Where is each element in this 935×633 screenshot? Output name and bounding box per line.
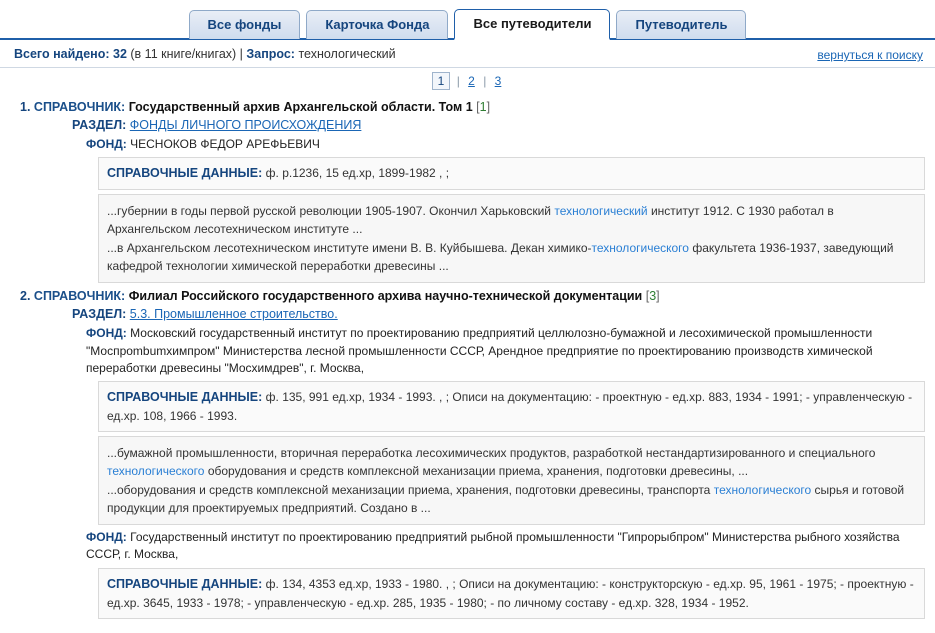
razdel-label: РАЗДЕЛ: xyxy=(72,307,127,322)
pager-sep-1: | xyxy=(456,74,460,88)
tab-all-funds[interactable]: Все фонды xyxy=(189,10,301,39)
result-count: 3 xyxy=(649,289,657,304)
result-heading: 1. СПРАВОЧНИК: Государственный архив Архангельской области. Том 1 [1] xyxy=(20,100,491,114)
found-books: (в 11 книге/книгах) xyxy=(130,47,237,61)
result-number: 2. xyxy=(20,289,31,304)
snippet-highlight: технологический xyxy=(554,204,648,219)
snippet-panel xyxy=(98,436,925,525)
snippet-panel xyxy=(98,194,925,283)
reference-data-value: ф. р.1236, 15 ед.хр, 1899-1982 , ; xyxy=(265,166,450,181)
reference-data-label: СПРАВОЧНЫЕ ДАННЫЕ: xyxy=(107,166,263,181)
result-body xyxy=(72,118,925,283)
razdel-link[interactable]: 5.3. Промышленное строительство. xyxy=(129,307,338,322)
fond-row xyxy=(72,136,925,153)
result-title[interactable]: Государственный архив Архангельской области. Том 1 xyxy=(128,100,473,114)
search-summary-bar xyxy=(0,40,935,68)
result-kind-label: СПРАВОЧНИК: xyxy=(33,100,126,114)
tab-bar xyxy=(0,0,935,40)
results-list xyxy=(0,92,935,633)
snippet-text: оборудования и средств комплексной механизации приема, хранения, подготовки древесины, ... xyxy=(204,464,749,479)
reference-data-label: СПРАВОЧНЫЕ ДАННЫЕ: xyxy=(107,390,263,405)
snippet xyxy=(107,202,916,238)
back-to-search-link[interactable]: вернуться к поиску xyxy=(817,48,923,62)
found-label: Всего найдено: xyxy=(14,47,110,61)
reference-data-value: ф. 135, 991 ед.хр, 1934 - 1993. , ; Описи на документацию: - проектную - ед.хр. 883, 1934 - 1991; - управленческую - ед.хр. 108, 1966 - 1993. xyxy=(107,390,913,424)
snippet-highlight: технологического xyxy=(591,241,689,256)
snippet-text: ...бумажной промышленности, вторичная переработка лесохимических продуктов, разработкой нестандартизированного и специального xyxy=(107,446,876,461)
snippet xyxy=(107,481,916,517)
snippet-text: ...в Архангельском лесотехническом институте имени В. В. Куйбышева. Декан химико- xyxy=(107,241,592,256)
fond-label: ФОНД: xyxy=(86,326,127,341)
result-title[interactable]: Филиал Российского государственного архива научно-технической документации xyxy=(128,289,643,304)
result-heading: 2. СПРАВОЧНИК: Филиал Российского государственного архива научно-технической документации [3] xyxy=(20,289,660,304)
fond-row xyxy=(72,529,925,564)
fond-label: ФОНД: xyxy=(86,530,127,545)
reference-data-panel xyxy=(98,157,925,190)
found-count: 32 xyxy=(113,47,127,61)
result-kind-label: СПРАВОЧНИК: xyxy=(33,289,126,304)
snippet xyxy=(107,444,916,480)
snippet-highlight: технологического xyxy=(107,464,205,479)
razdel-label: РАЗДЕЛ: xyxy=(72,118,127,132)
result-number: 1. xyxy=(20,100,31,114)
snippet-text: сырья и готовой продукции для проектируемых предприятий. Создано в ... xyxy=(107,483,905,516)
result-count: 1 xyxy=(479,100,487,114)
razdel-row xyxy=(72,307,925,321)
summary-separator: | xyxy=(239,47,243,61)
pagination xyxy=(0,68,935,92)
tab-fund-card[interactable]: Карточка Фонда xyxy=(306,10,448,39)
reference-data-value: ф. 134, 4353 ед.хр, 1933 - 1980. , ; Описи на документацию: - конструкторскую - ед.хр. 95, 1961 - 1975; - проектную - ед.хр. 3645, 1933 - 1978; - управленческую - ед.хр. 285, 1935 - 1980; - по личному составу - ед.хр. 328, 1934 - 1952. xyxy=(107,576,914,610)
result-body xyxy=(72,307,925,618)
fond-value: Государственный институт по проектированию предприятий рыбной промышленности "Гипрорыбпром" Министерства рыбного хозяйства СССР, г. Москва, xyxy=(86,530,900,562)
snippet-text: ...оборудования и средств комплексной механизации приема, хранения, подготовки древесины, транспорта xyxy=(107,483,714,498)
razdel-link[interactable]: ФОНДЫ ЛИЧНОГО ПРОИСХОЖДЕНИЯ xyxy=(129,118,362,132)
snippet-text: ...губернии в годы первой русской революции 1905-1907. Окончил Харьковский xyxy=(107,204,555,219)
razdel-row xyxy=(72,118,925,132)
query-value: технологический xyxy=(298,47,396,61)
fond-value: Московский государственный институт по проектированию предприятий целлюлозно-бумажной и лесохимической промышленности "Моспрombumхимпром" Министерства лесной промышленности СССР, Арендное предприятие по проектированию производств химической переработки древесины "Мосхимдрев", г. Москва, xyxy=(86,326,873,375)
page-1-button[interactable]: 1 xyxy=(432,72,451,90)
snippet-text: факультета 1936-1937, заведующий кафедрой технологии химической переработки древесины ... xyxy=(107,241,894,274)
query-label: Запрос: xyxy=(246,47,295,61)
pager-sep-2: | xyxy=(483,74,487,88)
snippet-text: институт 1912. С 1930 работал в Архангельском лесотехническом институте ... xyxy=(107,204,834,237)
reference-data-panel xyxy=(98,381,925,432)
reference-data-label: СПРАВОЧНЫЕ ДАННЫЕ: xyxy=(107,576,263,591)
result-item xyxy=(10,289,925,618)
reference-data-panel xyxy=(98,568,925,619)
page-2-button[interactable]: 2 xyxy=(468,74,475,88)
tab-guide[interactable]: Путеводитель xyxy=(616,10,746,39)
fond-label: ФОНД: xyxy=(86,137,127,151)
snippet xyxy=(107,239,916,275)
page-3-button[interactable]: 3 xyxy=(494,74,502,88)
tab-all-guides[interactable]: Все путеводители xyxy=(454,9,610,40)
snippet-highlight: технологического xyxy=(713,483,812,498)
fond-row xyxy=(72,325,925,377)
fond-value: ЧЕСНОКОВ ФЕДОР АРЕФЬЕВИЧ xyxy=(130,137,320,151)
result-item xyxy=(10,100,925,283)
